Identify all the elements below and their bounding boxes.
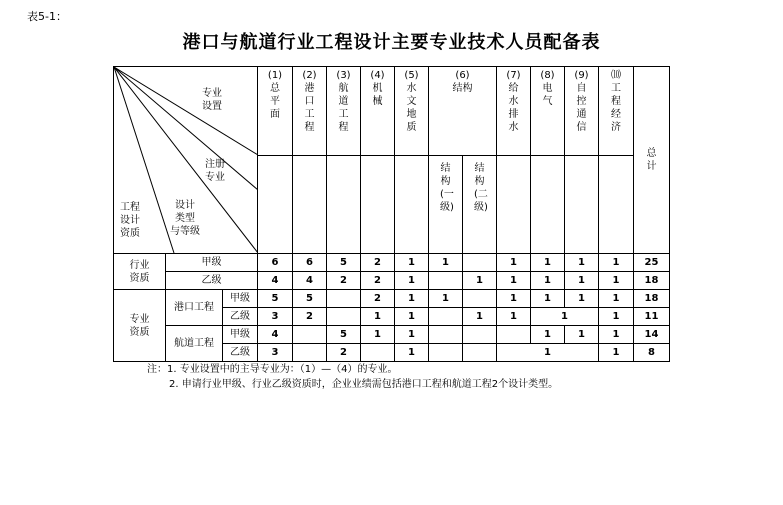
cell-total: 25 xyxy=(634,254,670,272)
cell xyxy=(463,326,497,344)
col-header-4: (4) 机械 xyxy=(361,67,395,156)
cell: 1 xyxy=(599,254,634,272)
cell: 1 xyxy=(531,254,565,272)
cell: 1 xyxy=(395,344,429,362)
cell: 5 xyxy=(327,254,361,272)
cell: 1 xyxy=(429,254,463,272)
staffing-table xyxy=(113,66,670,362)
cell xyxy=(327,290,361,308)
cell xyxy=(293,344,327,362)
table-notes xyxy=(147,362,558,392)
cell: 6 xyxy=(258,254,293,272)
cell: 1 xyxy=(361,326,395,344)
grade-cell: 乙级 xyxy=(223,308,258,326)
cell xyxy=(463,344,497,362)
sub-header-structure-2: 结构(二级) xyxy=(463,156,497,254)
corner-label-zhuce-zhuanye: 注册 专业 xyxy=(205,159,225,183)
corner-header xyxy=(114,67,258,254)
cell xyxy=(293,326,327,344)
cell-merged: 1 xyxy=(497,344,599,362)
cell: 1 xyxy=(497,254,531,272)
col-header-10: ⑽ 工程经济 xyxy=(599,67,634,156)
cell: 3 xyxy=(258,344,293,362)
cell: 4 xyxy=(293,272,327,290)
cell: 1 xyxy=(531,326,565,344)
cell: 2 xyxy=(361,272,395,290)
table-label: 表5-1： xyxy=(27,10,67,23)
cell xyxy=(463,290,497,308)
sub-header-empty xyxy=(293,156,327,254)
note-2: 2. 申请行业甲级、行业乙级资质时，企业业绩需包括港口工程和航道工程2个设计类型。 xyxy=(169,379,559,390)
corner-label-zhuanye-shezhi: 专业 设置 xyxy=(202,88,222,112)
col-header-3: (3) 航道工程 xyxy=(327,67,361,156)
cell xyxy=(429,326,463,344)
cell: 1 xyxy=(395,272,429,290)
cell xyxy=(429,272,463,290)
cell: 1 xyxy=(497,290,531,308)
cell: 1 xyxy=(395,254,429,272)
cell xyxy=(429,344,463,362)
col-header-9: (9) 自控通信 xyxy=(565,67,599,156)
col-header-5: (5) 水文地质 xyxy=(395,67,429,156)
cell: 2 xyxy=(327,344,361,362)
group-hangye: 行业 资质 xyxy=(114,254,166,290)
col-header-7: (7) 给水排水 xyxy=(497,67,531,156)
cell: 1 xyxy=(565,254,599,272)
cell: 1 xyxy=(599,308,634,326)
cell-total: 18 xyxy=(634,272,670,290)
group-gangkou: 港口工程 xyxy=(166,290,223,326)
cell: 1 xyxy=(599,272,634,290)
note-1: 注：1. 专业设置中的主导专业为：（1）—（4）的专业。 xyxy=(147,364,398,375)
col-header-6: (6) 结构 xyxy=(429,67,497,156)
col-header-2: (2) 港口工程 xyxy=(293,67,327,156)
grade-cell: 甲级 xyxy=(223,290,258,308)
grade-cell: 甲级 xyxy=(166,254,258,272)
sub-header-empty xyxy=(531,156,565,254)
cell: 1 xyxy=(565,326,599,344)
col-header-total: 总计 xyxy=(634,67,670,254)
sub-header-structure-1: 结构(一级) xyxy=(429,156,463,254)
cell xyxy=(463,254,497,272)
grade-cell: 甲级 xyxy=(223,326,258,344)
cell: 1 xyxy=(599,326,634,344)
table-row xyxy=(114,272,670,290)
cell: 1 xyxy=(463,272,497,290)
cell: 1 xyxy=(497,272,531,290)
cell: 1 xyxy=(599,290,634,308)
cell: 1 xyxy=(429,290,463,308)
cell: 1 xyxy=(565,272,599,290)
cell xyxy=(327,308,361,326)
table-row xyxy=(114,254,670,272)
group-zhuanye: 专业 资质 xyxy=(114,290,166,362)
cell-total: 11 xyxy=(634,308,670,326)
cell-total: 14 xyxy=(634,326,670,344)
cell-total: 8 xyxy=(634,344,670,362)
cell: 4 xyxy=(258,326,293,344)
cell: 2 xyxy=(293,308,327,326)
cell xyxy=(361,344,395,362)
cell: 6 xyxy=(293,254,327,272)
cell: 1 xyxy=(565,290,599,308)
cell: 2 xyxy=(327,272,361,290)
cell: 1 xyxy=(497,308,531,326)
cell: 1 xyxy=(395,308,429,326)
sub-header-empty xyxy=(497,156,531,254)
cell: 1 xyxy=(463,308,497,326)
cell: 1 xyxy=(531,290,565,308)
col-header-8: (8) 电气 xyxy=(531,67,565,156)
sub-header-empty xyxy=(565,156,599,254)
sub-header-empty xyxy=(361,156,395,254)
cell: 4 xyxy=(258,272,293,290)
cell: 2 xyxy=(361,290,395,308)
cell-total: 18 xyxy=(634,290,670,308)
cell: 1 xyxy=(361,308,395,326)
sub-header-empty xyxy=(258,156,293,254)
cell: 1 xyxy=(395,290,429,308)
cell: 2 xyxy=(361,254,395,272)
cell: 3 xyxy=(258,308,293,326)
cell: 5 xyxy=(258,290,293,308)
cell xyxy=(497,326,531,344)
cell: 1 xyxy=(531,272,565,290)
table-row xyxy=(114,290,670,308)
corner-label-gongcheng-zizhi: 工程 设计 资质 xyxy=(120,202,140,239)
table-row xyxy=(114,326,670,344)
cell: 1 xyxy=(395,326,429,344)
corner-label-sheji-leixing: 设计 类型 与等级 xyxy=(170,200,200,237)
group-hangdao: 航道工程 xyxy=(166,326,223,362)
col-header-1: (1) 总平面 xyxy=(258,67,293,156)
table-title: 港口与航道行业工程设计主要专业技术人员配备表 xyxy=(182,32,601,53)
cell: 5 xyxy=(327,326,361,344)
grade-cell: 乙级 xyxy=(166,272,258,290)
cell xyxy=(429,308,463,326)
cell: 5 xyxy=(293,290,327,308)
sub-header-empty xyxy=(599,156,634,254)
cell-merged: 1 xyxy=(531,308,599,326)
grade-cell: 乙级 xyxy=(223,344,258,362)
sub-header-empty xyxy=(327,156,361,254)
cell: 1 xyxy=(599,344,634,362)
sub-header-empty xyxy=(395,156,429,254)
